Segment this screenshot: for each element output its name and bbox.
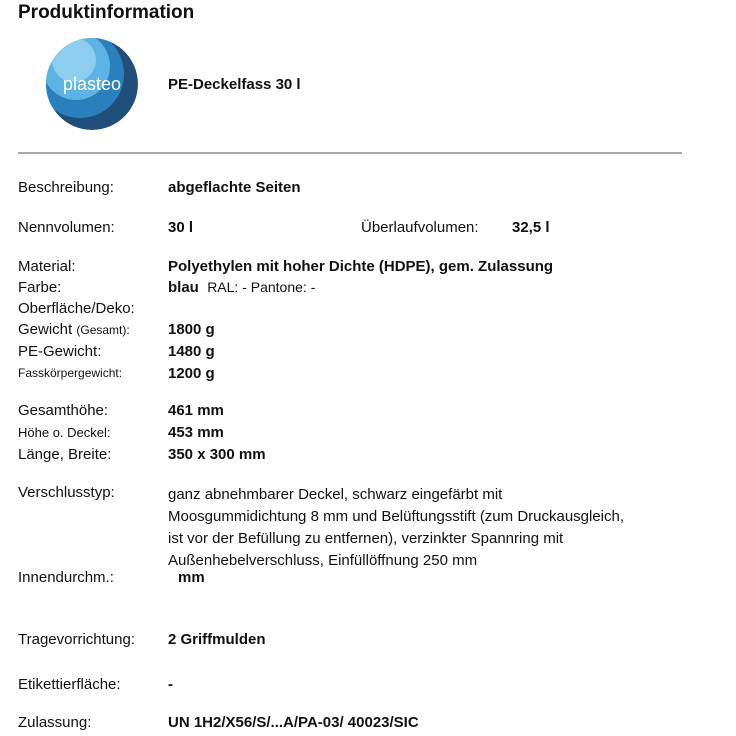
label-farbe: Farbe: bbox=[18, 279, 62, 296]
label-etikettierflaeche: Etikettierfläche: bbox=[18, 676, 121, 693]
value-material: Polyethylen mit hoher Dichte (HDPE), gem. Zulassung bbox=[168, 258, 554, 275]
value-laenge-breite: 350 x 300 mm bbox=[168, 446, 266, 463]
value-etikettierflaeche: - bbox=[168, 676, 173, 693]
value-verschlusstyp bbox=[168, 484, 728, 572]
label-oberflaeche: Oberfläche/Deko: bbox=[18, 300, 135, 317]
label-gewicht bbox=[18, 321, 130, 338]
gewicht-label-small: (Gesamt): bbox=[76, 323, 130, 337]
label-verschlusstyp: Verschlusstyp: bbox=[18, 484, 115, 501]
label-ueberlaufvolumen: Überlaufvolumen: bbox=[361, 219, 479, 236]
value-innendurchm: mm bbox=[178, 569, 205, 586]
gewicht-label: Gewicht bbox=[18, 321, 73, 338]
verschlusstyp-line: ganz abnehmbarer Deckel, schwarz eingefärbt mit bbox=[168, 486, 503, 503]
value-nennvolumen: 30 l bbox=[168, 219, 194, 236]
verschlusstyp-line: Moosgummidichtung 8 mm und Belüftungsstift (zum Druckausgleich, bbox=[168, 508, 625, 525]
value-hoehe-deckel: 453 mm bbox=[168, 424, 224, 441]
page-title: Produktinformation bbox=[18, 2, 195, 23]
label-gesamthoehe: Gesamthöhe: bbox=[18, 402, 109, 419]
label-zulassung: Zulassung: bbox=[18, 714, 92, 731]
verschlusstyp-line: ist vor der Befüllung zu entfernen), verzinkter Spannring mit bbox=[168, 530, 564, 547]
logo-text: plasteo bbox=[62, 74, 122, 94]
divider bbox=[18, 152, 682, 154]
value-pe-gewicht: 1480 g bbox=[168, 343, 215, 360]
value-beschreibung: abgeflachte Seiten bbox=[168, 179, 301, 196]
value-gesamthoehe: 461 mm bbox=[168, 402, 224, 419]
verschlusstyp-line: Außenhebelverschluss, Einfüllöffnung 250 mm bbox=[168, 552, 478, 569]
label-laenge-breite: Länge, Breite: bbox=[18, 446, 112, 463]
label-beschreibung: Beschreibung: bbox=[18, 179, 114, 196]
value-gewicht: 1800 g bbox=[168, 321, 215, 338]
product-name: PE-Deckelfass 30 l bbox=[168, 76, 301, 93]
value-tragevorrichtung: 2 Griffmulden bbox=[168, 631, 266, 648]
value-zulassung: UN 1H2/X56/S/...A/PA-03/ 40023/SIC bbox=[168, 714, 419, 731]
plasteo-logo bbox=[46, 38, 138, 130]
label-innendurchm: Innendurchm.: bbox=[18, 569, 114, 586]
label-material: Material: bbox=[18, 258, 76, 275]
farbe-value: blau bbox=[168, 279, 199, 296]
value-farbe bbox=[168, 279, 315, 296]
value-ueberlaufvolumen: 32,5 l bbox=[512, 219, 550, 236]
farbe-extra: RAL: - Pantone: - bbox=[207, 279, 316, 295]
label-pe-gewicht: PE-Gewicht: bbox=[18, 343, 102, 360]
label-tragevorrichtung: Tragevorrichtung: bbox=[18, 631, 135, 648]
value-fasskoerpergewicht: 1200 g bbox=[168, 365, 215, 382]
label-hoehe-deckel: Höhe o. Deckel: bbox=[18, 425, 111, 440]
label-nennvolumen: Nennvolumen: bbox=[18, 219, 115, 236]
label-fasskoerpergewicht: Fasskörpergewicht: bbox=[18, 366, 123, 380]
